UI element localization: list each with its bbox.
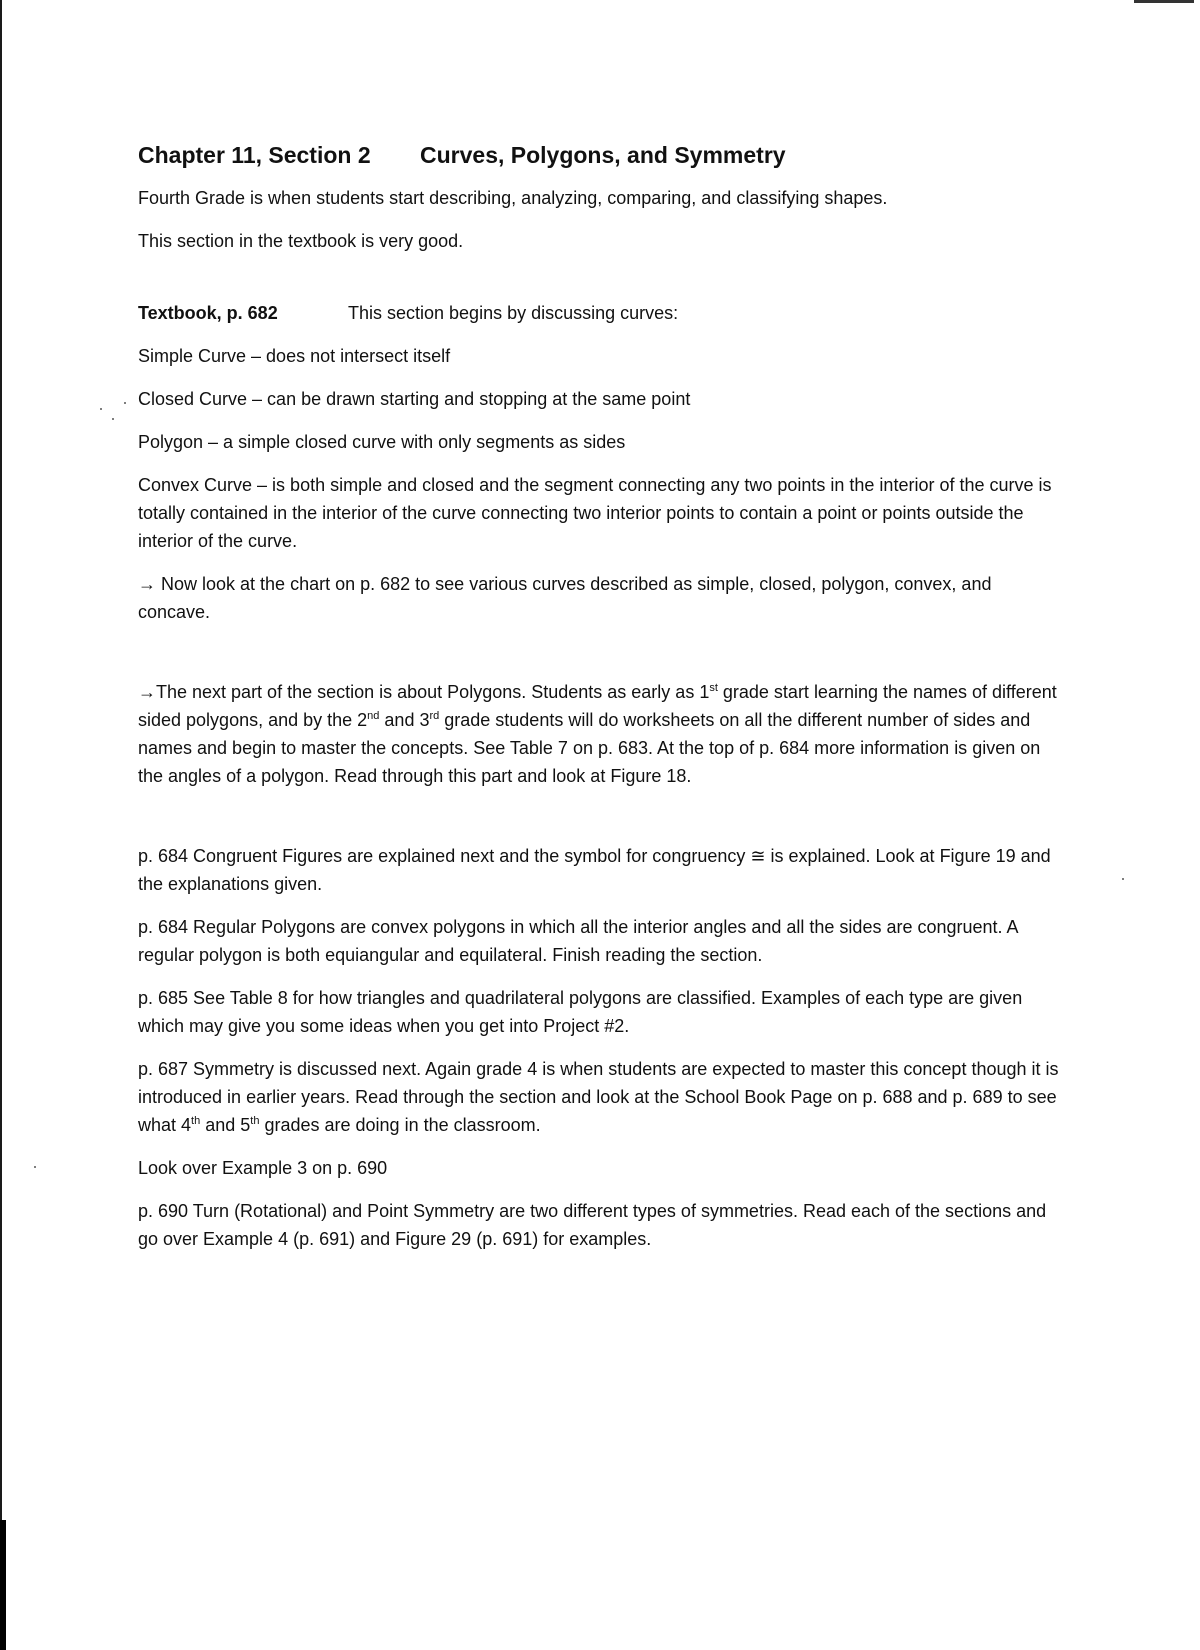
- ordinal-suffix: th: [250, 1115, 260, 1127]
- definition-closed-curve: Closed Curve – can be drawn starting and stopping at the same point: [138, 389, 691, 409]
- turn-symmetry-note: p. 690 Turn (Rotational) and Point Symmetry are two different types of symmetries. Read each of the sections and go over Example 4 (p. 691) and Figure 29 (p. 691) for examples.: [138, 1201, 1047, 1249]
- text-run: p. 687 Symmetry is discussed next. Again grade 4 is when students are expected to master this concept though it is introduced in earlier years. Read through the section and look at the School Book Page on p. 688 and p. 689 to see what 4: [138, 1059, 1059, 1135]
- chart-note: → Now look at the chart on p. 682 to see various curves described as simple, closed, polygon, convex, and concave.: [138, 574, 992, 622]
- document-body: [138, 138, 1068, 1268]
- symmetry-paragraph: [138, 1055, 1068, 1139]
- page-title: [138, 138, 1068, 172]
- text-run: and 3: [379, 710, 430, 730]
- textbook-reference: [138, 299, 1068, 327]
- polygons-paragraph: [138, 678, 1068, 790]
- ordinal-suffix: nd: [367, 710, 380, 722]
- congruent-figures-note: p. 684 Congruent Figures are explained next and the symbol for congruency ≅ is explained. Look at Figure 19 and the explanations given.: [138, 846, 1051, 894]
- regular-polygons-note: p. 684 Regular Polygons are convex polygons in which all the interior angles and all the sides are congruent. A regular polygon is both equiangular and equilateral. Finish reading the section.: [138, 917, 1018, 965]
- textbook-label: Textbook, p. 682: [138, 303, 278, 323]
- text-run: grades are doing in the classroom.: [259, 1115, 541, 1135]
- example3-note: Look over Example 3 on p. 690: [138, 1158, 388, 1178]
- scan-edge-line: [0, 0, 2, 1650]
- table8-note: p. 685 See Table 8 for how triangles and quadrilateral polygons are classified. Examples of each type are given which may give you some ideas when you get into Project #2.: [138, 988, 1023, 1036]
- scan-speck: [100, 408, 102, 410]
- ordinal-suffix: st: [709, 682, 718, 694]
- text-run: →The next part of the section is about Polygons. Students as early as 1: [138, 682, 710, 702]
- chapter-label: Chapter 11, Section 2: [138, 142, 371, 168]
- definition-simple-curve: Simple Curve – does not intersect itself: [138, 346, 451, 366]
- scan-speck: [34, 1166, 36, 1168]
- scan-corner-mark: [1134, 0, 1194, 3]
- textbook-text: This section begins by discussing curves:: [348, 303, 679, 323]
- intro-line: This section in the textbook is very good.: [138, 231, 464, 251]
- text-run: grade students will do worksheets on all the different number of sides and names and begin to master the concepts. See Table 7 on p. 683. At the top of p. 684 more information is given on the angles of a polygon. Read through this part and look at Figure 18.: [138, 710, 1041, 786]
- scan-speck: [1122, 878, 1124, 880]
- section-title: Curves, Polygons, and Symmetry: [420, 142, 786, 168]
- definition-convex-curve: Convex Curve – is both simple and closed and the segment connecting any two points in the interior of the curve is totally contained in the interior of the curve connecting two interior points to contain a point or points outside the interior of the curve.: [138, 475, 1052, 551]
- text-run: grade start learning the names of different sided polygons, and by the 2: [138, 682, 1057, 730]
- intro-line: Fourth Grade is when students start describing, analyzing, comparing, and classifying shapes.: [138, 188, 888, 208]
- definition-polygon: Polygon – a simple closed curve with only segments as sides: [138, 432, 626, 452]
- scan-speck: [124, 402, 126, 404]
- scan-speck: [112, 418, 114, 420]
- ordinal-suffix: th: [191, 1115, 201, 1127]
- ordinal-suffix: rd: [429, 710, 440, 722]
- text-run: and 5: [200, 1115, 251, 1135]
- scan-edge-mark: [0, 1520, 6, 1650]
